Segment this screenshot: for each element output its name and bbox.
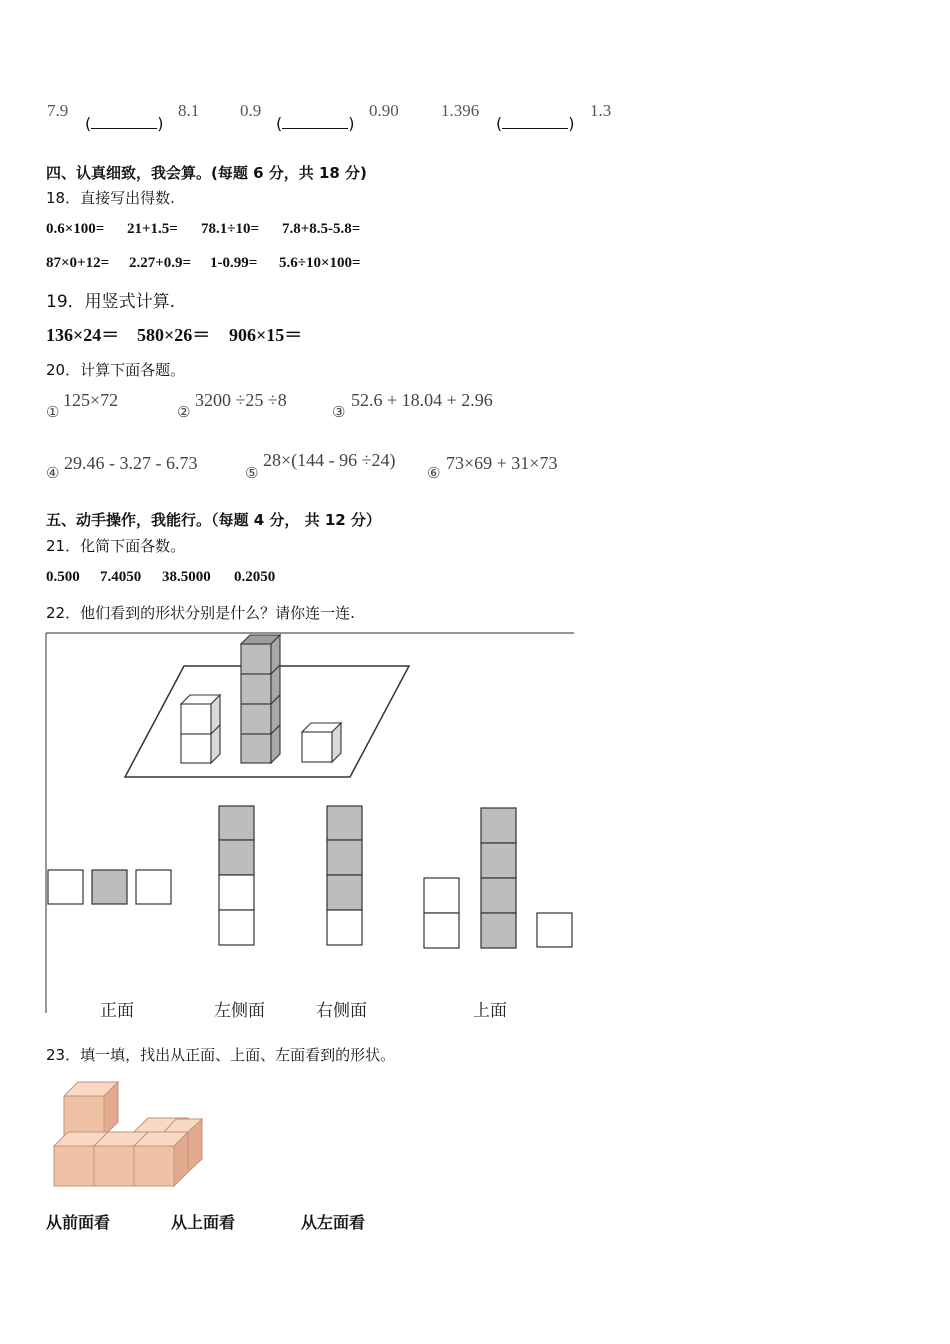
view-option-3[interactable] xyxy=(327,806,362,945)
q19-item: 580×26＝ xyxy=(137,325,211,345)
q21-title: 21．化简下面各数。 xyxy=(46,537,186,555)
q23-cube-figure xyxy=(50,1074,206,1190)
compare-right-2: 0.90 xyxy=(369,101,399,120)
q19-title: 19．用竖式计算. xyxy=(46,292,176,312)
cube-single-right xyxy=(302,723,341,762)
q21-item: 0.2050 xyxy=(234,569,276,585)
q22-figure xyxy=(44,628,576,1018)
q18-item: 87×0+12= xyxy=(46,255,110,271)
compare-right-3: 1.3 xyxy=(590,101,612,120)
q19-item: 136×24＝ xyxy=(46,325,120,345)
q18-item: 78.1÷10= xyxy=(201,221,260,237)
section-five-heading: 五、动手操作，我能行。（每题 4 分， 共 12 分） xyxy=(46,511,381,529)
q18-item: 7.8+8.5-5.8= xyxy=(282,221,361,237)
q21-item: 7.4050 xyxy=(100,569,142,585)
q18-item: 0.6×100= xyxy=(46,221,105,237)
q18-item: 5.6÷10×100= xyxy=(279,255,361,271)
q18-item: 21+1.5= xyxy=(127,221,178,237)
answer-blank-1[interactable]: ( ) xyxy=(85,114,164,133)
view-label-left-side[interactable]: 左侧面 xyxy=(214,1001,265,1021)
compare-left-2: 0.9 xyxy=(240,101,262,120)
q20-number: ⑥ xyxy=(427,464,441,482)
compare-left-3: 1.396 xyxy=(441,101,480,120)
view-label-right-side[interactable]: 右侧面 xyxy=(316,1001,367,1021)
q20-expression: 28×(144 - 96 ÷24) xyxy=(263,450,396,470)
q20-expression: 29.46 - 3.27 - 6.73 xyxy=(64,453,198,473)
answer-blank-2[interactable]: ( ) xyxy=(276,114,355,133)
cube-stack-left xyxy=(181,695,220,763)
view-option-4[interactable] xyxy=(424,808,572,948)
q18-item: 2.27+0.9= xyxy=(129,255,192,271)
view-option-2[interactable] xyxy=(219,806,254,945)
q20-number: ③ xyxy=(332,403,346,421)
q21-item: 38.5000 xyxy=(162,569,211,585)
q18-title: 18．直接写出得数. xyxy=(46,189,175,207)
cube-stack-tall xyxy=(241,635,280,763)
q18-item: 1-0.99= xyxy=(210,255,258,271)
view-from-front-label: 从前面看 xyxy=(46,1213,111,1232)
q19-item: 906×15＝ xyxy=(229,325,303,345)
compare-left-1: 7.9 xyxy=(47,101,69,120)
compare-right-1: 8.1 xyxy=(178,101,200,120)
section-four-heading: 四、认真细致，我会算。(每题 6 分，共 18 分) xyxy=(46,164,367,182)
peach-cubes xyxy=(54,1082,202,1186)
view-from-top-label: 从上面看 xyxy=(171,1213,236,1232)
q20-expression: 3200 ÷25 ÷8 xyxy=(195,390,287,410)
view-option-1[interactable] xyxy=(48,870,171,904)
q22-title: 22．他们看到的形状分别是什么？请你连一连. xyxy=(46,604,355,622)
view-from-left-label: 从左面看 xyxy=(301,1213,366,1232)
q20-expression: 73×69 + 31×73 xyxy=(446,453,558,473)
view-label-top[interactable]: 上面 xyxy=(473,1001,507,1021)
q20-title: 20．计算下面各题。 xyxy=(46,361,186,379)
q20-number: ④ xyxy=(46,464,60,482)
q20-number: ① xyxy=(46,403,60,421)
answer-blank-3[interactable]: ( ) xyxy=(496,114,575,133)
q21-item: 0.500 xyxy=(46,569,80,585)
view-label-front[interactable]: 正面 xyxy=(100,1001,134,1021)
q20-expression: 52.6 + 18.04 + 2.96 xyxy=(351,390,493,410)
q20-expression: 125×72 xyxy=(63,390,119,410)
q23-title: 23．填一填，找出从正面、上面、左面看到的形状。 xyxy=(46,1046,396,1064)
q20-number: ② xyxy=(177,403,191,421)
q20-number: ⑤ xyxy=(245,464,259,482)
